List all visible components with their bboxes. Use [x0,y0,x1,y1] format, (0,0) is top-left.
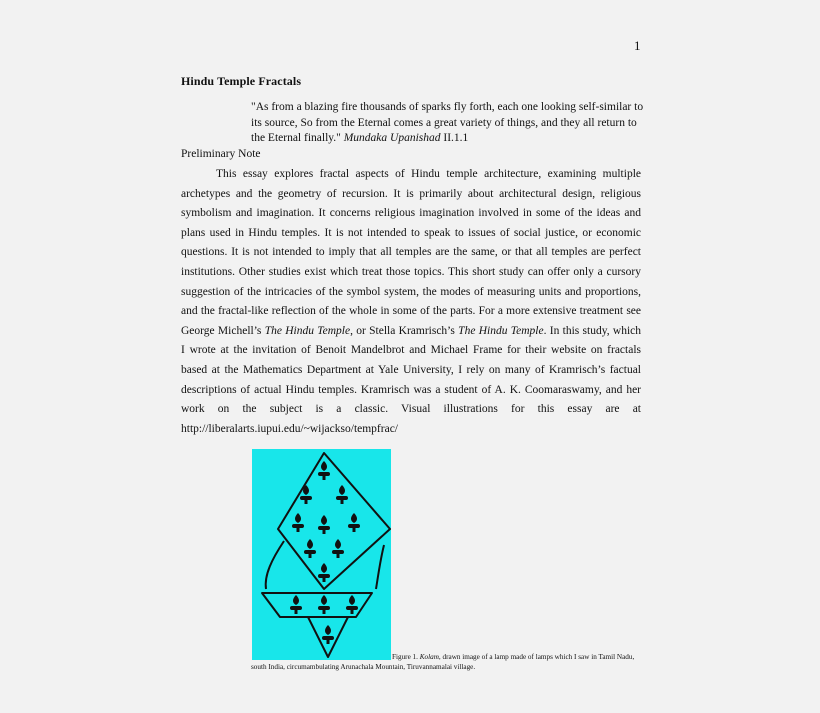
lamp-mark [318,595,330,614]
caption-term: Kolam [419,653,439,661]
lamp-mark [318,515,330,534]
page-number: 1 [634,38,641,53]
kolam-right-wisp [376,545,384,589]
lamp-mark [290,595,302,614]
lamp-mark [304,539,316,558]
kolam-base-outline [262,593,372,617]
book-title-1: The Hindu Temple [264,324,351,337]
epigraph-source-title: Mundaka Upanishad [343,132,441,144]
kolam-drawing [252,449,391,660]
caption-label: Figure 1. [392,653,418,661]
lamp-mark [336,485,348,504]
kolam-diamond-outline [278,453,390,589]
document-title: Hindu Temple Fractals [181,74,302,88]
figure-caption [251,652,646,672]
lamp-mark [346,595,358,614]
paragraph-part-3: . In this study, which I wrote at the invitation of Benoit Mandelbrot and Michael Frame for their website on fractals based at the Mathematics Department at Yale University, I rely on many of Kramrisch’s factual descriptions of actual Hindu temples. Kramrisch was a student of A. K. Coomaraswamy, and her work on the subject is a classic. Visual illustrations for this essay are at http://liberalarts.iupui.edu/~wijackso/tempfrac/ [181,324,642,435]
paragraph [181,165,641,439]
book-title-2: The Hindu Temple [458,324,544,337]
caption-text: , drawn image of a lamp made of lamps which I saw in Tamil Nadu, south India, circumambulating Arunachala Mountain, Tiruvannamalai village. [251,653,635,671]
paragraph-part-2: , or Stella Kramrisch’s [350,324,455,337]
lamp-mark [322,625,334,644]
epigraph-source-ref: II.1.1 [443,132,469,144]
lamp-mark [332,539,344,558]
lamp-mark [318,563,330,582]
lamp-mark [348,513,360,532]
lamp-mark [318,461,330,480]
paragraph-part-1: This essay explores fractal aspects of Hindu temple architecture, examining multiple archetypes and the geometry of recursion. It is primarily about architectural design, religious symbolism and imagination. It concerns religious imagination involved in some of the ideas and plans used in Hindu temples. It is not intended to speak to issues of social justice, or economic questions. It is not intended to imply that all temples are the same, or that all temples are perfect institutions. Other studies exist which treat those topics. This short study can offer only a cursory suggestion of the intricacies of the symbol system, the modes of measuring units and proportions, and the fractal-like reflection of the whole in some of the parts. For a more extensive treatment see George Michell’s [181,168,641,337]
epigraph-text: "As from a blazing fire thousands of sparks fly forth, each one looking self-similar to its source, So from the Eternal comes a great variety of things, and they all return to the Eternal finally." [251,101,644,144]
epigraph [251,100,646,147]
section-heading: Preliminary Note [181,148,261,160]
kolam-figure [252,449,391,660]
body-text [181,165,641,439]
kolam-left-wisp [266,541,284,589]
lamp-mark [292,513,304,532]
